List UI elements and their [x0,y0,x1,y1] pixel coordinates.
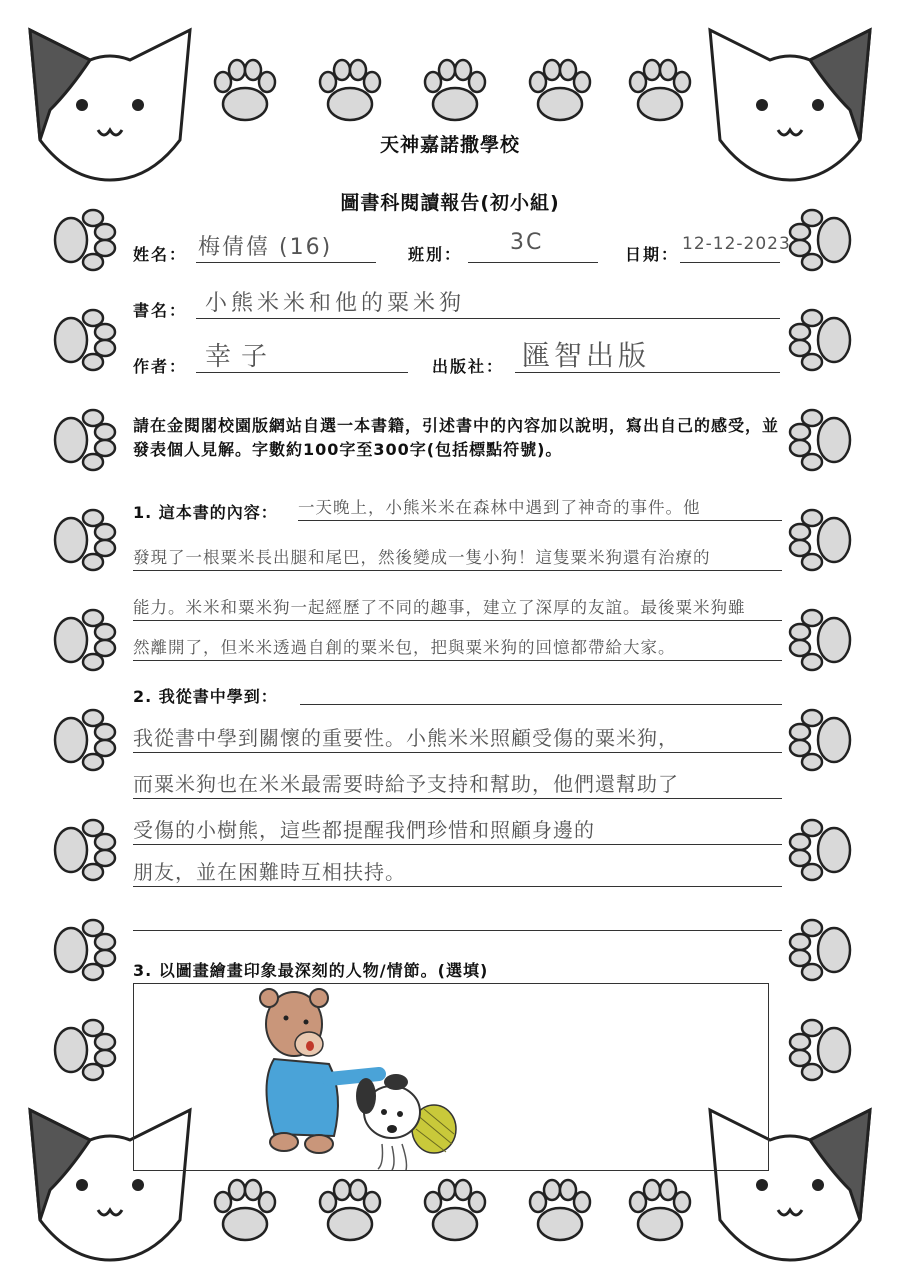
section2-line: 我從書中學到關懷的重要性。小熊米米照顧受傷的粟米狗， [133,726,679,750]
section2-line: 而粟米狗也在米米最需要時給予支持和幫助，他們還幫助了 [133,772,679,796]
paw-print-icon [205,50,285,130]
paw-print-icon [205,1170,285,1250]
name-label: 姓名： [133,245,188,264]
paw-print-icon [620,50,700,130]
paw-print-icon [780,810,860,890]
paw-print-icon [780,600,860,680]
paw-print-icon [415,1170,495,1250]
class-value: 3C [510,230,544,255]
paw-print-icon [45,810,125,890]
paw-print-icon [780,500,860,580]
cat-face-icon [700,20,880,190]
paw-print-icon [780,300,860,380]
section1-heading: 1. 這本書的內容： [133,503,278,522]
author-value: 幸子 [205,342,278,372]
section1-line: 一天晚上，小熊米米在森林中遇到了神奇的事件。他 [298,498,701,517]
drawing-bear-and-corn-dog [134,984,768,1170]
paw-print-icon [45,700,125,780]
author-label: 作者： [133,357,188,376]
form-title: 圖書科閱讀報告(初小組) [340,192,560,214]
paw-print-icon [45,500,125,580]
paw-print-icon [45,600,125,680]
paw-print-icon [415,50,495,130]
paw-print-icon [780,910,860,990]
section2-line: 受傷的小樹熊，這些都提醒我們珍惜和照顧身邊的 [133,818,595,842]
paw-print-icon [45,910,125,990]
school-name: 天神嘉諾撒學校 [379,134,520,156]
section2-line: 朋友，並在困難時互相扶持。 [133,860,406,884]
section2-heading: 2. 我從書中學到： [133,687,278,706]
paw-print-icon [45,400,125,480]
date-label: 日期： [625,245,680,264]
cat-face-icon [20,20,200,190]
paw-print-icon [45,1010,125,1090]
class-label: 班別： [408,245,463,264]
paw-print-icon [310,50,390,130]
publisher-label: 出版社： [432,357,505,376]
paw-print-icon [310,1170,390,1250]
instructions-text: 請在金閱閣校園版網站自選一本書籍，引述書中的內容加以說明，寫出自己的感受，並發表個人見解。字數約100字至300字(包括標點符號)。 [133,416,780,459]
publisher-value: 匯智出版 [522,339,651,372]
section3-heading: 3. 以圖畫繪畫印象最深刻的人物/情節。(選填) [133,961,489,980]
section1-line: 發現了一根粟米長出腿和尾巴，然後變成一隻小狗！這隻粟米狗還有治療的 [133,548,711,567]
paw-print-icon [780,1010,860,1090]
date-value: 12-12-2023 [682,234,791,254]
paw-print-icon [45,300,125,380]
section1-line: 能力。米米和粟米狗一起經歷了不同的趣事，建立了深厚的友誼。最後粟米狗雖 [133,598,746,617]
section1-line: 然離開了，但米米透過自創的粟米包，把與粟米狗的回憶都帶給大家。 [133,638,676,657]
paw-print-icon [520,50,600,130]
drawing-box [133,983,769,1171]
name-value: 梅倩僖 (16) [198,235,333,260]
paw-print-icon [520,1170,600,1250]
paw-print-icon [780,400,860,480]
paw-print-icon [780,700,860,780]
book-label: 書名： [133,301,188,320]
paw-print-icon [620,1170,700,1250]
book-value: 小熊米米和他的粟米狗 [205,291,466,316]
